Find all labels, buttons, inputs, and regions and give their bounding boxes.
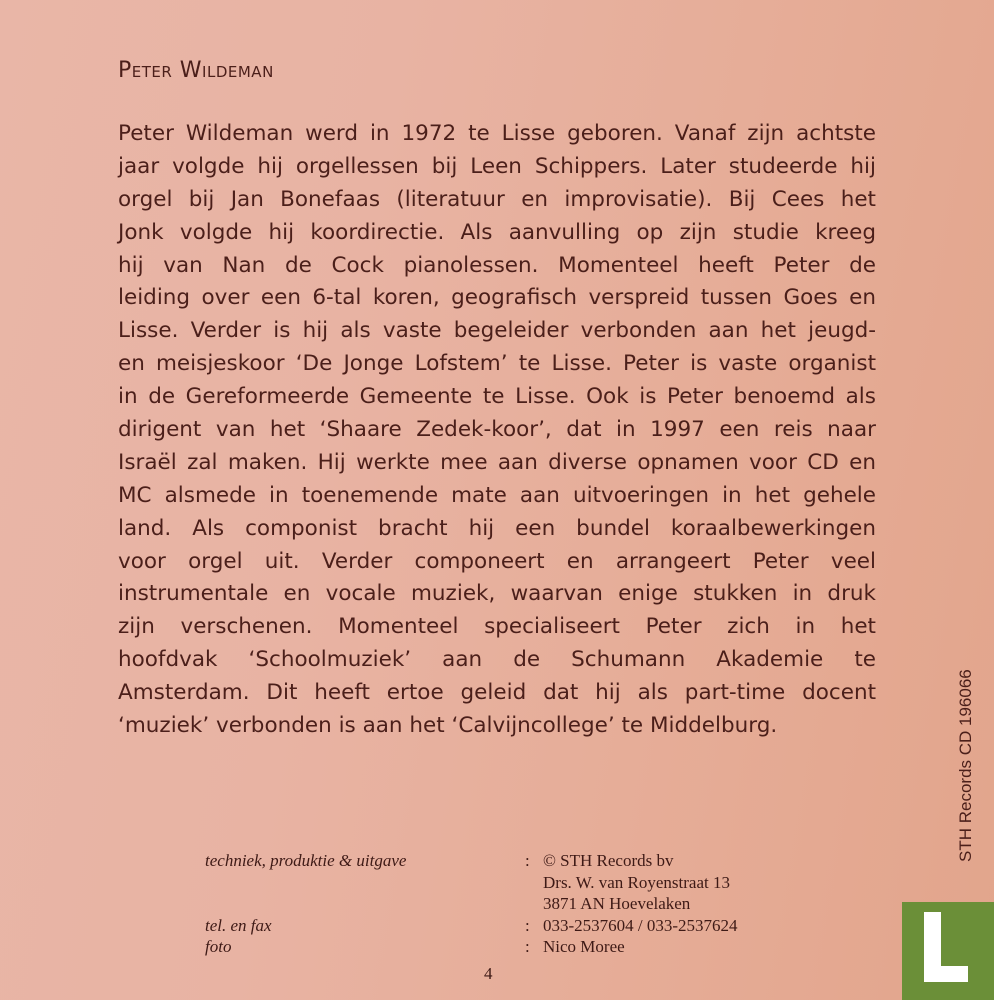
credits-block [205,850,845,958]
text-line: land. Als componist bracht hij een bundel koraalbewerkingen [118,515,876,541]
catalog-number-text: STH Records CD 196066 [956,669,975,862]
biography-text [118,118,876,743]
text-line: MC alsmede in toenemende mate aan uitvoeringen in het gehele [118,482,876,508]
credit-row [205,893,845,915]
credit-label: tel. en fax [205,915,272,935]
credit-row [205,850,845,872]
credit-row [205,872,845,894]
credit-label: foto [205,937,232,956]
text-line: leiding over een 6-tal koren, geografisch verspreid tussen Goes en [118,285,876,311]
text-line: in de Gereformeerde Gemeente te Lisse. Ook is Peter benoemd als [118,384,876,410]
credit-value: Nico Moree [543,937,625,956]
text-line: orgel bij Jan Bonefaas (literatuur en improvisatie). Bij Cees het [118,186,876,212]
text-line: Lisse. Verder is hij als vaste begeleider verbonden aan het jeugd- [118,318,876,344]
credit-value: © STH Records bv [543,851,674,870]
catalog-number [956,669,990,863]
credit-colon: : [525,851,530,870]
credit-value: 3871 AN Hoevelaken [543,894,691,913]
text-line: jaar volgde hij orgellessen bij Leen Schippers. Later studeerde hij [118,153,876,179]
text-line: hoofdvak ‘Schoolmuziek’ aan de Schumann Akademie te [118,647,876,673]
credit-colon: : [525,937,530,956]
text-line: en meisjeskoor ‘De Jonge Lofstem’ te Lisse. Peter is vaste organist [118,351,876,377]
text-line: zijn verschenen. Momenteel specialiseert Peter zich in het [118,614,876,640]
text-line: Israël zal maken. Hij werkte mee aan diverse opnamen voor CD en [118,449,876,475]
sth-l-logo-icon [902,902,994,1000]
text-line: instrumentale en vocale muziek, waarvan enige stukken in druk [118,581,876,607]
page-number: 4 [484,964,493,983]
text-line: voor orgel uit. Verder componeert en arrangeert Peter veel [118,548,876,574]
credit-value: 033-2537604 / 033-2537624 [543,915,738,935]
text-line: ‘muziek’ verbonden is aan het ‘Calvijncollege’ te Middelburg. [118,713,778,739]
credit-value: Drs. W. van Royenstraat 13 [543,872,730,892]
credit-row [205,915,845,937]
text-line: dirigent van het ‘Shaare Zedek-koor’, dat in 1997 een reis naar [118,417,876,443]
credit-label: techniek, produktie & uitgave [205,851,407,870]
text-line: Jonk volgde hij koordirectie. Als aanvulling op zijn studie kreeg [118,219,876,245]
page-title: Peter Wildeman [118,58,274,83]
logo-letter-l [924,912,968,982]
text-line: hij van Nan de Cock pianolessen. Momenteel heeft Peter de [118,252,876,278]
text-line: Amsterdam. Dit heeft ertoe geleid dat hij als part-time docent [118,680,876,706]
credit-colon: : [525,915,530,935]
text-line: Peter Wildeman werd in 1972 te Lisse geboren. Vanaf zijn achtste [118,121,876,146]
credit-row [205,936,845,958]
